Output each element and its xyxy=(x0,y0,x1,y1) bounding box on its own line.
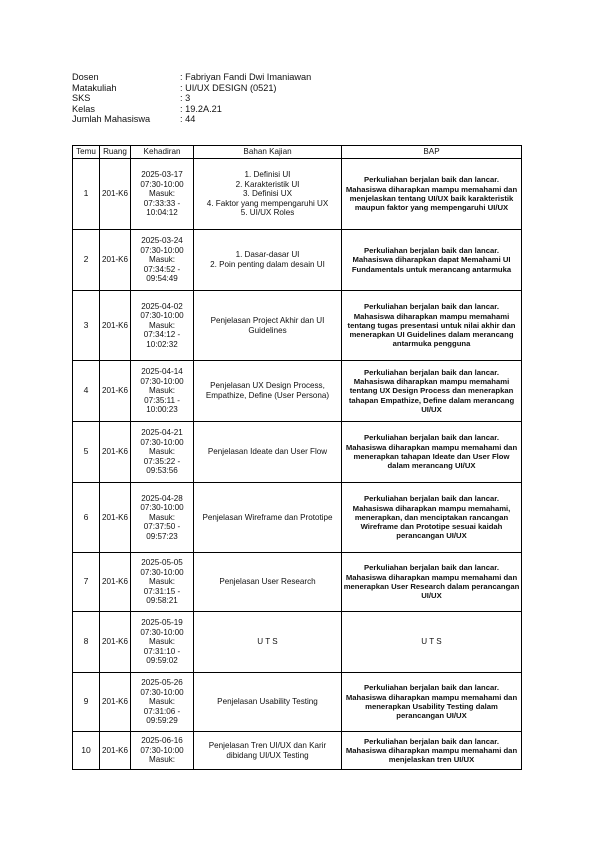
header-ruang: Ruang xyxy=(100,146,131,159)
kehadiran-cell: 2025-06-16 07:30-10:00 Masuk: xyxy=(131,732,194,770)
kehadiran-cell: 2025-04-21 07:30-10:00 Masuk: 07:35:22 - 09:53:56 xyxy=(131,422,194,483)
bahan-kajian-cell: Penjelasan Project Akhir dan UI Guidelines xyxy=(194,291,342,361)
bap-cell: Perkuliahan berjalan baik dan lancar. Mahasiswa diharapkan mampu memahami dan menerapkan Usability Testing dalam perancangan UI/UX xyxy=(342,673,522,732)
temu-cell: 4 xyxy=(73,361,100,422)
bap-cell: Perkuliahan berjalan baik dan lancar. Mahasiswa diharapkan mampu memahami tentang UX Design Process dan menerapkan tahapan Empathize, Define dalam merancang UI/UX xyxy=(342,361,522,422)
temu-cell: 6 xyxy=(73,483,100,553)
info-value: : 3 xyxy=(180,93,191,104)
bahan-kajian-cell: U T S xyxy=(194,612,342,673)
bap-cell: Perkuliahan berjalan baik dan lancar. Mahasiswa diharapkan mampu memahami, menerapkan, dan menciptakan rancangan Wireframe dan Prototipe sesuai kaidah perancangan UI/UX xyxy=(342,483,522,553)
temu-cell: 10 xyxy=(73,732,100,770)
bap-cell: Perkuliahan berjalan baik dan lancar. Mahasiswa diharapkan mampu memahami dan menerapkan tahapan Ideate dan User Flow dalam merancang UI/UX xyxy=(342,422,522,483)
bahan-kajian-cell: 1. Dasar-dasar UI 2. Poin penting dalam desain UI xyxy=(194,230,342,291)
bahan-kajian-cell: Penjelasan Tren UI/UX dan Karir dibidang UI/UX Testing xyxy=(194,732,342,770)
table-row xyxy=(73,732,522,770)
table-row xyxy=(73,291,522,361)
kehadiran-cell: 2025-03-24 07:30-10:00 Masuk: 07:34:52 - 09:54:49 xyxy=(131,230,194,291)
info-label: SKS xyxy=(72,93,91,104)
kehadiran-cell: 2025-05-26 07:30-10:00 Masuk: 07:31:06 - 09:59:29 xyxy=(131,673,194,732)
ruang-cell: 201-K6 xyxy=(100,422,131,483)
info-label: Kelas xyxy=(72,103,95,114)
info-row-jumlah-mahasiswa xyxy=(72,114,311,125)
bahan-kajian-cell: Penjelasan Ideate dan User Flow xyxy=(194,422,342,483)
bap-cell: Perkuliahan berjalan baik dan lancar. Mahasiswa diharapkan dapat Memahami UI Fundamentals untuk merancang antarmuka xyxy=(342,230,522,291)
table-row xyxy=(73,361,522,422)
header-kehadiran: Kehadiran xyxy=(131,146,194,159)
kehadiran-cell: 2025-03-17 07:30-10:00 Masuk: 07:33:33 - 10:04:12 xyxy=(131,159,194,230)
bap-cell: U T S xyxy=(342,612,522,673)
table-row xyxy=(73,483,522,553)
table-header-row xyxy=(73,146,522,159)
info-label: Matakuliah xyxy=(72,82,117,93)
ruang-cell: 201-K6 xyxy=(100,732,131,770)
table-row xyxy=(73,159,522,230)
temu-cell: 2 xyxy=(73,230,100,291)
ruang-cell: 201-K6 xyxy=(100,553,131,612)
info-value: : 44 xyxy=(180,114,196,125)
table-row xyxy=(73,612,522,673)
bap-cell: Perkuliahan berjalan baik dan lancar. Mahasiswa diharapkan mampu memahami tentang tugas presentasi untuk nilai akhir dan menerapkan UI Guidelines dalam merancang antarmuka pengguna xyxy=(342,291,522,361)
bahan-kajian-cell: Penjelasan Usability Testing xyxy=(194,673,342,732)
info-label: Jumlah Mahasiswa xyxy=(72,114,151,125)
info-value: : 19.2A.21 xyxy=(180,103,222,114)
header-bap: BAP xyxy=(342,146,522,159)
info-row-kelas xyxy=(72,104,311,115)
kehadiran-cell: 2025-04-14 07:30-10:00 Masuk: 07:35:11 - 10:00:23 xyxy=(131,361,194,422)
table-row xyxy=(73,673,522,732)
ruang-cell: 201-K6 xyxy=(100,673,131,732)
temu-cell: 5 xyxy=(73,422,100,483)
kehadiran-cell: 2025-05-05 07:30-10:00 Masuk: 07:31:15 - 09:58:21 xyxy=(131,553,194,612)
temu-cell: 7 xyxy=(73,553,100,612)
info-value: : Fabriyan Fandi Dwi Imaniawan xyxy=(180,72,312,82)
ruang-cell: 201-K6 xyxy=(100,291,131,361)
temu-cell: 1 xyxy=(73,159,100,230)
ruang-cell: 201-K6 xyxy=(100,612,131,673)
temu-cell: 8 xyxy=(73,612,100,673)
bahan-kajian-cell: Penjelasan Wireframe dan Prototipe xyxy=(194,483,342,553)
attendance-table-container xyxy=(72,145,522,770)
ruang-cell: 201-K6 xyxy=(100,361,131,422)
kehadiran-cell: 2025-05-19 07:30-10:00 Masuk: 07:31:10 - 09:59:02 xyxy=(131,612,194,673)
table-row xyxy=(73,230,522,291)
info-row-matakuliah xyxy=(72,83,311,94)
ruang-cell: 201-K6 xyxy=(100,230,131,291)
header-bahan-kajian: Bahan Kajian xyxy=(194,146,342,159)
table-row xyxy=(73,553,522,612)
header-temu: Temu xyxy=(73,146,100,159)
info-row-sks xyxy=(72,93,311,104)
bap-cell: Perkuliahan berjalan baik dan lancar. Mahasiswa diharapkan mampu memahami dan menjelaskan tentang UI/UX baik karakteristik maupun faktor yang mempengaruhi UI/UX xyxy=(342,159,522,230)
bahan-kajian-cell: 1. Definisi UI 2. Karakteristik UI 3. Definisi UX 4. Faktor yang mempengaruhi UX 5. UI/UX Roles xyxy=(194,159,342,230)
attendance-table xyxy=(72,145,522,770)
info-row-dosen xyxy=(72,72,311,83)
kehadiran-cell: 2025-04-02 07:30-10:00 Masuk: 07:34:12 - 10:02:32 xyxy=(131,291,194,361)
info-label: Dosen xyxy=(72,72,99,82)
course-info xyxy=(72,72,311,125)
bap-cell: Perkuliahan berjalan baik dan lancar. Mahasiswa diharapkan mampu memahami dan menjelaskan tren UI/UX xyxy=(342,732,522,770)
bahan-kajian-cell: Penjelasan User Research xyxy=(194,553,342,612)
ruang-cell: 201-K6 xyxy=(100,483,131,553)
bap-cell: Perkuliahan berjalan baik dan lancar. Mahasiswa diharapkan mampu memahami dan menerapkan User Research dalam perancangan UI/UX xyxy=(342,553,522,612)
info-value: : UI/UX DESIGN (0521) xyxy=(180,82,277,93)
temu-cell: 3 xyxy=(73,291,100,361)
ruang-cell: 201-K6 xyxy=(100,159,131,230)
table-row xyxy=(73,422,522,483)
bahan-kajian-cell: Penjelasan UX Design Process, Empathize, Define (User Persona) xyxy=(194,361,342,422)
kehadiran-cell: 2025-04-28 07:30-10:00 Masuk: 07:37:50 - 09:57:23 xyxy=(131,483,194,553)
temu-cell: 9 xyxy=(73,673,100,732)
